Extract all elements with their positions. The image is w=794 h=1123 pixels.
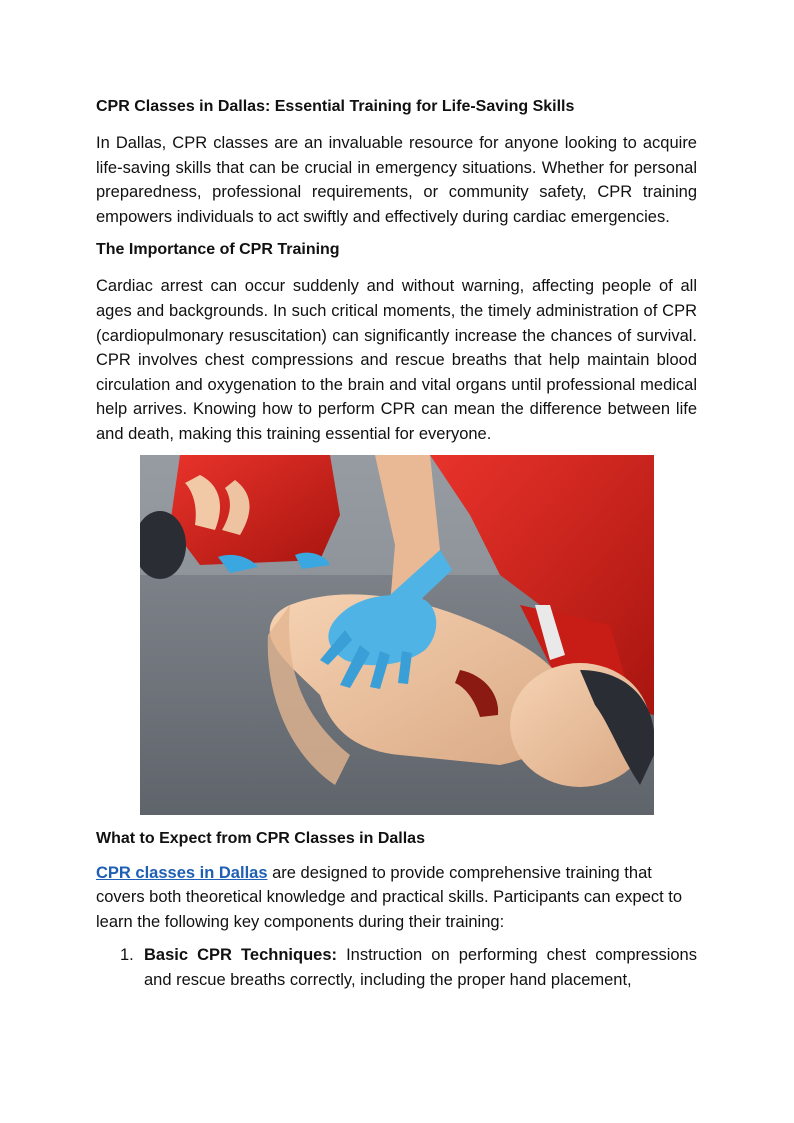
list-item [96,943,697,992]
expect-paragraph-text: are designed to provide comprehensive training that covers both theoretical knowledge and practical skills. Participants can expect to learn the following key components during their training: [96,863,683,931]
cpr-training-photo-icon [140,455,654,815]
list-item-number: 1. [120,946,134,965]
cpr-classes-dallas-link[interactable]: CPR classes in Dallas [96,863,268,882]
intro-paragraph: In Dallas, CPR classes are an invaluable resource for anyone looking to acquire life-saving skills that can be crucial in emergency situations. Whether for personal preparedness, professional requirements, or community safety, CPR training empowers individuals to act swiftly and effectively during cardiac emergencies. [96,134,697,226]
section-heading-expect: What to Expect from CPR Classes in Dallas [96,829,425,847]
document-title: CPR Classes in Dallas: Essential Training for Life-Saving Skills [96,98,575,115]
expect-paragraph [96,861,697,935]
document-body [96,96,697,993]
cpr-training-photo [140,455,654,815]
training-components-list [96,943,697,992]
importance-paragraph: Cardiac arrest can occur suddenly and without warning, affecting people of all ages and backgrounds. In such critical moments, the timely administration of CPR (cardiopulmonary resuscitation) can significantly increase the chances of survival. CPR involves chest compressions and rescue breaths that help maintain blood circulation and oxygenation to the brain and vital organs until professional medical help arrives. Knowing how to perform CPR can mean the difference between life and death, making this training essential for everyone. [96,277,697,443]
list-item-text: Instruction on performing chest compressions and rescue breaths correctly, including the proper hand placement, [144,946,697,989]
list-item-term: Basic CPR Techniques: [144,946,337,965]
section-heading-importance: The Importance of CPR Training [96,241,340,259]
